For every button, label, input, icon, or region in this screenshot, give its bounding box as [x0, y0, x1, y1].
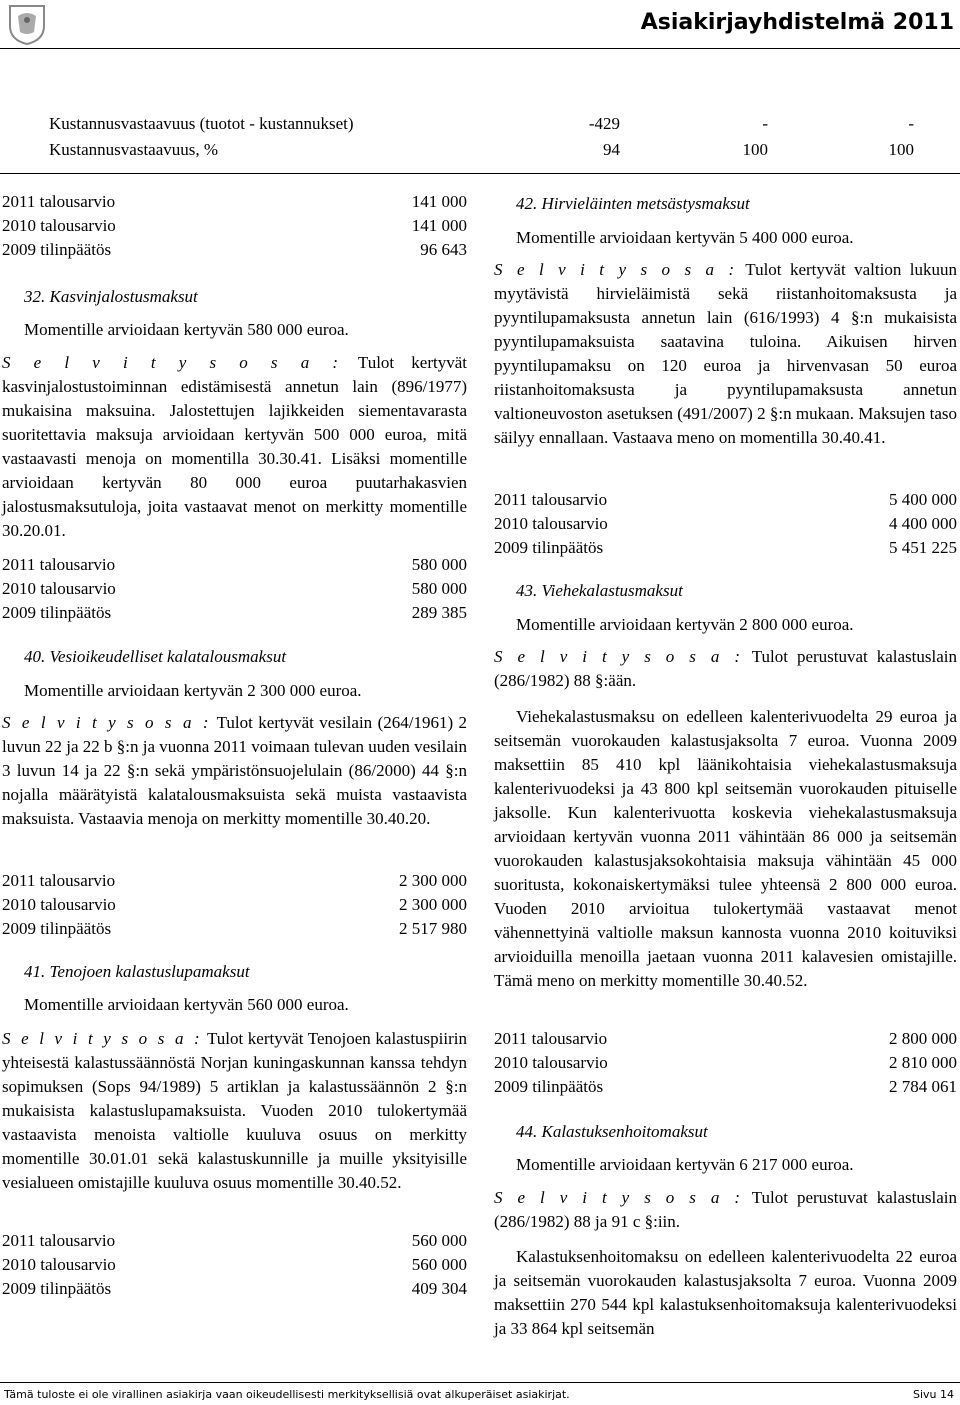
- explanation-body: Tulot perustuvat kalastuslain (286/1982) 88 ja 91 c §:iin.: [494, 1188, 958, 1231]
- figure-row: [2, 1253, 467, 1277]
- row-label: Kustannusvastaavuus (tuotot - kustannukset): [49, 114, 354, 133]
- explanation-body: Tulot kertyvät kasvinjalostustoiminnan edistämisestä annetun lain (896/1977) mukaisina maksuina. Jalostettujen lajikkeiden siementavarasta suoritettavia maksuja arvioidaan kertyvän 500 000 euroa, mitä vastaavasti menoja on momentilla 30.30.41. Lisäksi momentille arvioidaan kertyvän 80 000 euroa puutarhakasvien jalostusmaksutuloja, joita vastaavat menot on merkitty momentille 30.20.01.: [2, 353, 468, 540]
- figure-row: [2, 601, 467, 625]
- figure-value: 580 000: [411, 555, 467, 574]
- figure-label: 2009 tilinpäätös: [2, 603, 112, 622]
- figure-label: 2010 talousarvio: [2, 1255, 116, 1274]
- figure-value: 2 517 980: [399, 919, 467, 938]
- estimate-text: Momentille arvioidaan kertyvän 6 217 000 euroa.: [516, 1155, 854, 1174]
- section-heading: 41. Tenojoen kalastuslupamaksut: [24, 962, 250, 981]
- explanation-body: Tulot kertyvät valtion lukuun myytävistä hirvieläimistä sekä riistanhoitomaksusta ja pyyntilupamaksusta annetun lain (616/1993) 4 §:n mukaisista pyyntilupamaksuista saatavina tuloina. Aikuisen hirven pyyntilupamaksu on 120 euroa ja hirvenvasan 50 euroa riistanhoitomaksusta ja pyyntilupamaksusta annetun valtioneuvoston asetuksen (491/2007) 2 §:n mukaan. Maksujen taso säilyy ennallaan. Vastaava meno on momentilla 30.40.41.: [494, 260, 957, 447]
- figure-value: 5 451 225: [889, 538, 957, 557]
- figure-row: [494, 536, 957, 560]
- cell-value: -: [908, 114, 914, 133]
- section-heading: 44. Kalastuksenhoitomaksut: [516, 1122, 708, 1141]
- figure-label: 2010 talousarvio: [494, 514, 608, 533]
- figure-row: [2, 190, 467, 214]
- explanation-paragraph: [2, 351, 467, 543]
- page-number: Sivu 14: [912, 1388, 954, 1401]
- explanation-paragraph: [494, 645, 957, 693]
- figure-value: 141 000: [411, 216, 467, 235]
- explanation-lead: S e l v i t y s o s a :: [494, 647, 744, 666]
- figure-row: [2, 869, 467, 893]
- cell-value: 100: [888, 140, 914, 159]
- explanation-lead: S e l v i t y s o s a :: [494, 1188, 744, 1207]
- figure-value: 2 300 000: [399, 895, 467, 914]
- figure-row: [2, 214, 467, 238]
- explanation-lead: S e l v i t y s o s a :: [2, 353, 342, 372]
- figure-label: 2009 tilinpäätös: [2, 1279, 112, 1298]
- figure-row: [2, 577, 467, 601]
- section-heading: 40. Vesioikeudelliset kalatalousmaksut: [24, 647, 287, 666]
- figure-value: 2 784 061: [889, 1077, 957, 1096]
- figure-value: 580 000: [411, 579, 467, 598]
- table-row: [0, 112, 960, 136]
- explanation-lead: S e l v i t y s o s a :: [2, 713, 212, 732]
- section-heading: 42. Hirvieläinten metsästysmaksut: [516, 194, 750, 213]
- figure-row: [2, 1277, 467, 1301]
- figure-label: 2011 talousarvio: [2, 192, 116, 211]
- document-title: Asiakirjayhdistelmä 2011: [640, 10, 954, 35]
- figure-label: 2011 talousarvio: [2, 555, 116, 574]
- cell-value: 100: [742, 140, 768, 159]
- table-row: [0, 138, 960, 162]
- estimate-text: Momentille arvioidaan kertyvän 580 000 euroa.: [24, 320, 349, 339]
- explanation-paragraph: [2, 1027, 467, 1195]
- figure-label: 2011 talousarvio: [494, 1029, 608, 1048]
- figure-value: 560 000: [411, 1255, 467, 1274]
- figure-row: [494, 1051, 957, 1075]
- section-heading: 32. Kasvinjalostusmaksut: [24, 287, 198, 306]
- figure-label: 2010 talousarvio: [2, 216, 116, 235]
- figure-row: [494, 1027, 957, 1051]
- figure-label: 2009 tilinpäätös: [494, 538, 604, 557]
- figure-value: 4 400 000: [889, 514, 957, 533]
- coat-of-arms-logo: [6, 2, 48, 46]
- figure-row: [2, 893, 467, 917]
- figure-value: 289 385: [411, 603, 467, 622]
- page-header: [0, 0, 960, 48]
- figure-label: 2010 talousarvio: [2, 579, 116, 598]
- header-divider: [0, 48, 960, 49]
- explanation-paragraph: [494, 1186, 957, 1234]
- figure-row: [494, 1075, 957, 1099]
- figure-label: 2009 tilinpäätös: [2, 240, 112, 259]
- explanation-paragraph: [494, 258, 957, 450]
- explanation-lead: S e l v i t y s o s a :: [494, 260, 738, 279]
- figure-row: [494, 488, 957, 512]
- row-label: Kustannusvastaavuus, %: [49, 140, 219, 159]
- figure-value: 2 800 000: [889, 1029, 957, 1048]
- figure-label: 2010 talousarvio: [2, 895, 116, 914]
- explanation-body: Tulot perustuvat kalastuslain (286/1982) 88 §:ään.: [494, 647, 958, 690]
- estimate-text: Momentille arvioidaan kertyvän 2 800 000 euroa.: [516, 615, 854, 634]
- body-paragraph: Viehekalastusmaksu on edelleen kalenterivuodelta 29 euroa ja seitsemän vuorokauden kalastusjaksolta 7 euroa. Vuonna 2009 maksettiin 85 410 kpl läänikohtaisia viehekalastusmaksuja kalenterivuodeksi ja 43 800 kpl seitsemän vuorokauden pituiselle jaksolle. Kun kalenterivuotta koskevia viehekalastusmaksuja arvioidaan kertyvän vuonna 2011 vähintään 86 000 ja seitsemän vuorokauden kalastusjaksokohtaisia maksuja vähintään 45 000 suoritusta, kokonaiskertymäksi tulee yhteensä 2 800 000 euroa. Vuoden 2010 arvioitua tulokertymää vastaavat menot vähennettyinä valtiolle maksun kannosta vuonna 2010 koituviksi arvioiduilla menoilla jaetaan vuonna 2011 kalavesien omistajille. Tämä meno on merkitty momentille 30.40.52.: [494, 707, 957, 990]
- figure-row: [2, 238, 467, 262]
- figure-value: 2 810 000: [889, 1053, 957, 1072]
- estimate-text: Momentille arvioidaan kertyvän 2 300 000 euroa.: [24, 681, 362, 700]
- figure-row: [494, 512, 957, 536]
- figure-value: 560 000: [411, 1231, 467, 1250]
- figure-value: 2 300 000: [399, 871, 467, 890]
- table-divider: [0, 173, 960, 174]
- explanation-body: Tulot kertyvät Tenojoen kalastuspiirin yhteisestä kalastussäännöstä Norjan kuningaskunnan kanssa tehdyn sopimuksen (Sops 94/1989) 5 artiklan ja kalastussäännön 2 §:n mukaisista kalastuslupamaksuista. Vuoden 2010 tulokertymää vastaavista menoista valtiolle kuuluva osuus on merkitty momentille 30.01.01 sekä kalastuskunnille ja muille yksityisille vesialueen omistajille kuuluva osuus momentille 30.40.52.: [2, 1029, 467, 1192]
- cell-value: 94: [603, 140, 620, 159]
- figure-value: 141 000: [411, 192, 467, 211]
- section-heading: 43. Viehekalastusmaksut: [516, 581, 683, 600]
- body-paragraph: Kalastuksenhoitomaksu on edelleen kalenterivuodelta 22 euroa ja seitsemän vuorokauden kalastusjaksolta 7 euroa. Vuonna 2009 maksettiin 270 544 kpl kalastuksenhoitomaksuja kalenterivuodeksi ja 33 864 kpl seitsemän: [494, 1247, 957, 1338]
- figure-label: 2011 talousarvio: [494, 490, 608, 509]
- figure-value: 5 400 000: [889, 490, 957, 509]
- explanation-body: Tulot kertyvät vesilain (264/1961) 2 luvun 22 ja 22 b §:n ja vuonna 2011 voimaan tulevan uuden vesilain 3 luvun 14 ja 22 §:n sekä ympäristönsuojelulain (86/2000) 44 §:n nojalla määrätyistä kalatalousmaksuista sekä muista vastaavista maksuista. Vastaavia menoja on merkitty momentille 30.40.20.: [2, 713, 467, 828]
- figure-row: [2, 553, 467, 577]
- figure-label: 2011 talousarvio: [2, 871, 116, 890]
- footer-divider: [0, 1382, 960, 1383]
- footer-disclaimer: Tämä tuloste ei ole virallinen asiakirja vaan oikeudellisesti merkityksellisiä ovat alkuperäiset asiakirjat.: [4, 1388, 570, 1401]
- estimate-text: Momentille arvioidaan kertyvän 560 000 euroa.: [24, 995, 349, 1014]
- figure-label: 2009 tilinpäätös: [494, 1077, 604, 1096]
- figure-value: 96 643: [420, 240, 467, 259]
- figure-value: 409 304: [411, 1279, 467, 1298]
- explanation-lead: S e l v i t y s o s a :: [2, 1029, 203, 1048]
- figure-row: [2, 1229, 467, 1253]
- figure-row: [2, 917, 467, 941]
- figure-label: 2010 talousarvio: [494, 1053, 608, 1072]
- figure-label: 2011 talousarvio: [2, 1231, 116, 1250]
- estimate-text: Momentille arvioidaan kertyvän 5 400 000 euroa.: [516, 228, 854, 247]
- cell-value: -429: [588, 114, 620, 133]
- cell-value: -: [762, 114, 768, 133]
- explanation-paragraph: [2, 711, 467, 831]
- figure-label: 2009 tilinpäätös: [2, 919, 112, 938]
